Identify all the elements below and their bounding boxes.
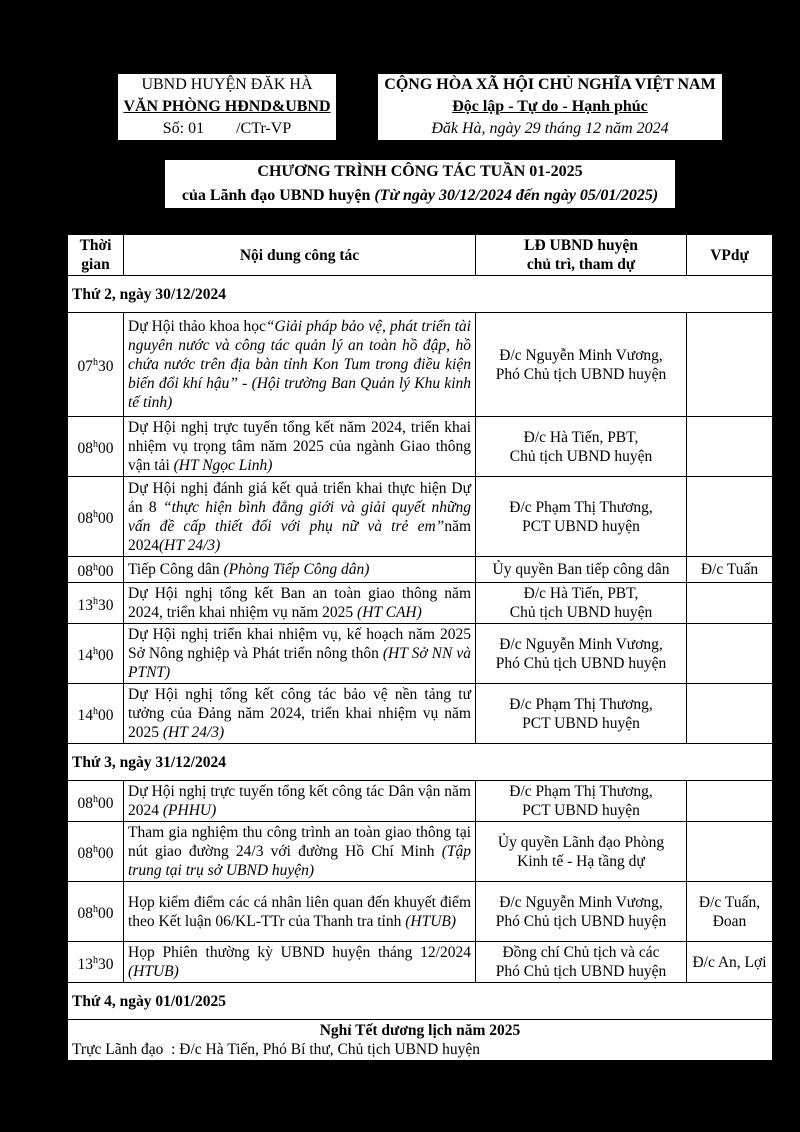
header-vp: VPdự (687, 235, 773, 276)
time-hour: 13 (77, 596, 93, 614)
header-time: Thời gian (68, 235, 124, 276)
title-line-2 (165, 184, 675, 208)
holiday-cell (68, 1020, 773, 1061)
content-location: “Giải pháp bảo vệ, phát triển tài nguyên nước và công tác quản lý an toàn hồ đập, hồ chứa nước trên địa bàn tỉnh Kon Tum trong điều kiện biến đổi khí hậu” - (Hội trường Ban Quản lý Khu kinh tế tỉnh) (128, 318, 471, 411)
time-minute: 00 (98, 647, 114, 665)
leader-cell (476, 822, 687, 882)
day-header-row (68, 276, 773, 313)
table-row (68, 624, 773, 684)
content-location: (HT Ngọc Linh) (173, 457, 273, 474)
vp-cell (687, 781, 773, 822)
content-text: Dự Hội nghị đánh giá kết quả triển khai thực hiện Dự án 8 (128, 479, 471, 516)
content-text: Họp Phiên thường kỳ UBND huyện tháng 12/2024 (128, 944, 471, 962)
time-h-marker: h (93, 954, 98, 966)
content-cell (124, 313, 476, 417)
leader-line1: Đ/c Phạm Thị Thương, (509, 783, 653, 801)
content-cell (124, 822, 476, 882)
schedule-table (67, 234, 773, 1061)
place-and-date: Đăk Hà, ngày 29 tháng 12 năm 2024 (431, 120, 669, 137)
leader-cell (476, 313, 687, 417)
table-row (68, 822, 773, 882)
content-location: (HT 24/3) (162, 724, 225, 742)
content-cell (124, 624, 476, 684)
content-cell (124, 477, 476, 557)
leader-cell (476, 684, 687, 744)
leader-line1: Ủy quyền Lãnh đạo Phòng (497, 833, 665, 851)
leader-line1: Đ/c Phạm Thị Thương, (509, 498, 653, 516)
content-cell (124, 942, 476, 983)
content-cell (124, 684, 476, 744)
document-number: Số: 01 /CTr-VP (162, 120, 292, 137)
table-row (68, 583, 773, 624)
leader-line2: Kinh tế - Hạ tầng dự (517, 852, 645, 870)
content-text: Dự Hội nghị trực tuyến tổng kết năm 2024, triển khai nhiệm vụ trọng tâm năm 2025 của ngành Giao thông vận tải (128, 419, 471, 474)
content-location: (HT Sở NN và PTNT) (128, 645, 472, 682)
leader-line2: Phó Chủ tịch UBND huyện (495, 912, 667, 930)
time-minute: 30 (98, 358, 114, 376)
content-text: Họp kiểm điểm các cá nhân liên quan đến khuyết điểm theo Kết luận 06/KL-TTr của Thanh tra tỉnh (128, 893, 471, 930)
content-text: Dự Hội nghị tổng kết công tác bảo vệ nền tảng tư tưởng của Đảng năm 2024, triển khai nhiệm vụ năm 2025 (128, 686, 471, 742)
day-label: Thứ 2, ngày 30/12/2024 (68, 276, 773, 313)
table-row (68, 781, 773, 822)
table-row (68, 417, 773, 477)
table-row (68, 942, 773, 983)
national-heading-block (378, 74, 722, 140)
time-cell (68, 557, 124, 583)
time-hour: 08 (77, 510, 93, 528)
time-minute: 00 (98, 707, 114, 725)
vp-cell (687, 477, 773, 557)
leader-line2: PCT UBND huyện (522, 802, 640, 820)
title-prefix: của Lãnh đạo UBND huyện (181, 187, 375, 204)
content-cell (124, 583, 476, 624)
content-tail: năm 2024 (128, 517, 471, 554)
leader-line2: Phó Chủ tịch UBND huyện (495, 654, 667, 672)
leader-line1: Đ/c Hà Tiến, PBT, (523, 428, 639, 446)
time-cell (68, 624, 124, 684)
vp-cell (687, 417, 773, 477)
time-h-marker: h (93, 706, 98, 718)
time-hour: 08 (77, 794, 93, 812)
vp-cell: Đ/c Tuấn (687, 557, 773, 583)
header-leader-line1: LĐ UBND huyện (524, 237, 638, 254)
day-label: Thứ 4, ngày 01/01/2025 (68, 983, 773, 1020)
nation-name: CỘNG HÒA XÃ HỘI CHỦ NGHĨA VIỆT NAM (384, 76, 716, 93)
time-cell (68, 477, 124, 557)
schedule-body (68, 276, 773, 1061)
time-cell (68, 684, 124, 744)
time-minute: 00 (98, 563, 114, 581)
content-location: (PHHU) (162, 802, 217, 820)
leader-cell (476, 583, 687, 624)
time-h-marker: h (93, 646, 98, 658)
content-text: Dự Hội thảo khoa học (128, 318, 266, 335)
vp-cell: Đ/c An, Lợi (687, 942, 773, 983)
table-row (68, 557, 773, 583)
content-location: “thực hiện bình đẳng giới và giải quyết những vấn đề cấp thiết đối với phụ nữ và trẻ em” (128, 498, 471, 535)
content-text: Dự Hội nghị tổng kết Ban an toàn giao thông năm 2024, triển khai nhiệm vụ năm 2025 (128, 585, 471, 622)
title-line-1: CHƯƠNG TRÌNH CÔNG TÁC TUẦN 01-2025 (257, 163, 583, 180)
day-header-row (68, 744, 773, 781)
content-cell (124, 882, 476, 942)
content-text: Tham gia nghiệm thu công trình an toàn giao thông tại nút giao đường 24/3 với đường Hồ Chí Minh (128, 824, 471, 861)
vp-cell: Đ/c Tuấn, Đoan (687, 882, 773, 942)
time-hour: 08 (77, 845, 93, 863)
holiday-title: Nghỉ Tết dương lịch năm 2025 (319, 1022, 521, 1040)
leader-line2: Phó Chủ tịch UBND huyện (495, 365, 667, 383)
header-leader (476, 235, 687, 276)
time-cell (68, 417, 124, 477)
issuing-agency-block (118, 74, 336, 140)
holiday-row (68, 1020, 773, 1061)
time-cell (68, 882, 124, 942)
time-minute: 00 (98, 510, 114, 528)
leader-cell (476, 477, 687, 557)
leader-cell (476, 882, 687, 942)
content-text: Tiếp Công dân (128, 561, 224, 579)
time-minute: 00 (98, 794, 114, 812)
vp-cell (687, 313, 773, 417)
time-hour: 08 (77, 440, 93, 458)
leader-line2: Chủ tịch UBND huyện (509, 604, 653, 622)
vp-cell (687, 624, 773, 684)
header-leader-line2: chủ trì, tham dự (526, 256, 636, 273)
office-name: VĂN PHÒNG HĐND&UBND (123, 98, 331, 115)
table-row (68, 477, 773, 557)
time-h-marker: h (93, 438, 98, 450)
table-row (68, 684, 773, 744)
national-motto: Độc lập - Tự do - Hạnh phúc (452, 98, 648, 115)
leader-line1: Ủy quyền Ban tiếp công dân (492, 561, 670, 579)
leader-line2: PCT UBND huyện (522, 517, 640, 535)
leader-line1: Đ/c Phạm Thị Thương, (509, 695, 653, 713)
vp-cell (687, 583, 773, 624)
content-cell (124, 557, 476, 583)
leader-line1: Đ/c Nguyễn Minh Vương, (499, 893, 663, 911)
content-text: Dự Hội nghị triển khai nhiệm vụ, kế hoạch năm 2025 Sở Nông nghiệp và Phát triển nông thôn (128, 626, 471, 663)
time-cell (68, 781, 124, 822)
day-header-row (68, 983, 773, 1020)
content-tail-location: (HT 24/3) (159, 536, 221, 554)
vp-cell (687, 822, 773, 882)
time-cell (68, 942, 124, 983)
agency-name: UBND HUYỆN ĐĂK HÀ (141, 76, 313, 93)
time-hour: 14 (77, 707, 93, 725)
time-h-marker: h (93, 595, 98, 607)
time-cell (68, 822, 124, 882)
document-title (165, 160, 675, 208)
table-header-row (68, 235, 773, 276)
time-minute: 00 (98, 440, 114, 458)
content-cell (124, 781, 476, 822)
table-row (68, 882, 773, 942)
vp-cell (687, 684, 773, 744)
leader-cell (476, 624, 687, 684)
leader-cell (476, 781, 687, 822)
leader-line2: PCT UBND huyện (522, 714, 640, 732)
time-cell (68, 313, 124, 417)
leader-cell (476, 417, 687, 477)
leader-line1: Đ/c Nguyễn Minh Vương, (499, 635, 663, 653)
content-cell (124, 417, 476, 477)
table-row (68, 313, 773, 417)
time-h-marker: h (93, 508, 98, 520)
time-h-marker: h (93, 793, 98, 805)
time-minute: 00 (98, 905, 114, 923)
leader-line1: Đ/c Nguyễn Minh Vương, (499, 346, 663, 364)
time-minute: 30 (98, 955, 114, 973)
header-content: Nội dung công tác (124, 235, 476, 276)
leader-line2: Chủ tịch UBND huyện (509, 447, 653, 465)
time-h-marker: h (93, 844, 98, 856)
content-location: (Phòng Tiếp Công dân) (223, 561, 370, 579)
content-location: (HT CAH) (357, 604, 422, 622)
content-text: Dự Hội nghị trực tuyến tổng kết công tác Dân vận năm 2024 (128, 783, 471, 820)
leader-cell (476, 942, 687, 983)
time-hour: 08 (77, 905, 93, 923)
leader-cell (476, 557, 687, 583)
time-h-marker: h (93, 562, 98, 573)
leader-line1: Đ/c Hà Tiến, PBT, (523, 585, 639, 603)
title-date-range: (Từ ngày 30/12/2024 đến ngày 05/01/2025) (374, 187, 659, 204)
time-minute: 30 (98, 596, 114, 614)
duty-leader: Trực Lãnh đạo : Đ/c Hà Tiến, Phó Bí thư, Chủ tịch UBND huyện (72, 1041, 481, 1059)
content-location: (HTUB) (405, 912, 457, 930)
time-hour: 07 (77, 358, 93, 376)
time-h-marker: h (93, 356, 98, 368)
leader-line2: Phó Chủ tịch UBND huyện (495, 963, 667, 981)
time-hour: 13 (77, 955, 93, 973)
content-location: (HTUB) (128, 963, 179, 981)
time-hour: 08 (77, 563, 93, 581)
leader-line1: Đồng chí Chủ tịch và các (502, 944, 660, 962)
time-hour: 14 (77, 647, 93, 665)
content-location: (Tập trung tại trụ sở UBND huyện) (128, 843, 471, 880)
time-cell (68, 583, 124, 624)
time-h-marker: h (93, 904, 98, 916)
day-label: Thứ 3, ngày 31/12/2024 (68, 744, 773, 781)
time-minute: 00 (98, 845, 114, 863)
